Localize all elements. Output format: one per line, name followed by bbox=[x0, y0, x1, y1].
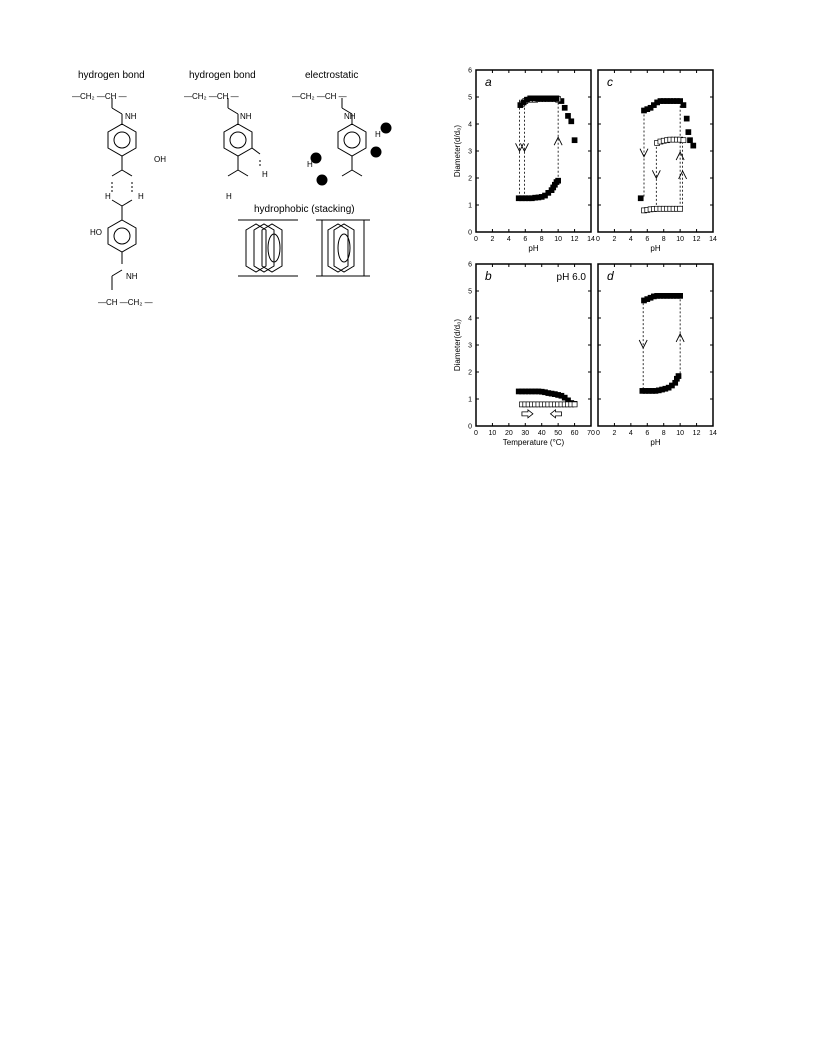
x-axis-label: pH bbox=[650, 438, 661, 447]
x-tick-label: 10 bbox=[488, 430, 497, 437]
x-tick-label: 0 bbox=[596, 430, 600, 437]
y-tick-label: 4 bbox=[468, 121, 472, 129]
panel-letter-b: b bbox=[485, 269, 492, 283]
data-point bbox=[681, 103, 686, 108]
y-axis-label: Diameter(d/d₀) bbox=[453, 124, 462, 178]
data-point bbox=[572, 138, 577, 143]
x-tick-label: 12 bbox=[692, 430, 701, 437]
y-tick-label: 4 bbox=[468, 315, 472, 323]
x-tick-label: 4 bbox=[628, 236, 633, 243]
chem-nh-3: NH bbox=[344, 112, 356, 121]
chem-h-5: H bbox=[375, 130, 381, 139]
data-point bbox=[678, 293, 683, 298]
x-tick-label: 10 bbox=[676, 236, 685, 243]
x-tick-label: 0 bbox=[596, 236, 600, 243]
chem-h-3: H bbox=[262, 170, 268, 179]
scheme-title-hydrophobic: hydrophobic (stacking) bbox=[254, 204, 355, 215]
x-tick-label: 60 bbox=[570, 430, 579, 437]
scheme-title-hbond-1: hydrogen bond bbox=[78, 70, 145, 81]
x-tick-label: 30 bbox=[521, 430, 530, 437]
data-point bbox=[562, 105, 567, 110]
chem-nh-2: NH bbox=[240, 112, 252, 121]
chem-h-4: H bbox=[226, 192, 232, 201]
y-axis-label: Diameter(d/d₀) bbox=[453, 318, 462, 372]
data-point bbox=[569, 119, 574, 124]
direction-arrow-right bbox=[551, 410, 562, 418]
x-tick-label: 6 bbox=[523, 236, 528, 243]
x-tick-label: 14 bbox=[587, 236, 595, 243]
x-axis-label: pH bbox=[650, 244, 661, 253]
data-point bbox=[684, 116, 689, 121]
y-tick-label: 6 bbox=[468, 67, 472, 75]
data-point bbox=[691, 143, 696, 148]
direction-arrow-left bbox=[522, 410, 533, 418]
x-tick-label: 0 bbox=[474, 236, 478, 243]
chem-nh-4: NH bbox=[126, 272, 138, 281]
x-tick-label: 2 bbox=[612, 430, 617, 437]
x-tick-label: 8 bbox=[661, 430, 666, 437]
x-tick-label: 12 bbox=[692, 236, 701, 243]
chem-chain-bottom: —CH —CH₂ — bbox=[98, 298, 153, 307]
x-tick-label: 8 bbox=[661, 236, 666, 243]
y-tick-label: 3 bbox=[468, 342, 472, 350]
chem-h-6: H bbox=[307, 160, 313, 169]
data-point bbox=[556, 178, 561, 183]
x-axis-label: Temperature (°C) bbox=[502, 438, 565, 447]
chem-nh-1: NH bbox=[125, 112, 137, 121]
chem-h-1: H bbox=[105, 192, 111, 201]
scheme-title-electrostatic: electrostatic bbox=[305, 70, 359, 81]
x-tick-label: 10 bbox=[676, 430, 685, 437]
data-point bbox=[676, 374, 681, 379]
x-tick-label: 12 bbox=[570, 236, 579, 243]
x-tick-label: 8 bbox=[539, 236, 544, 243]
data-point bbox=[681, 138, 686, 143]
data-point bbox=[678, 206, 683, 211]
x-tick-label: 6 bbox=[645, 236, 650, 243]
x-axis-label: pH bbox=[528, 244, 539, 253]
chem-oh: OH bbox=[154, 155, 166, 164]
data-point bbox=[566, 113, 571, 118]
x-tick-label: 14 bbox=[709, 236, 717, 243]
x-tick-label: 0 bbox=[474, 430, 478, 437]
y-tick-label: 2 bbox=[468, 369, 472, 377]
x-tick-label: 20 bbox=[504, 430, 513, 437]
x-tick-label: 4 bbox=[628, 430, 633, 437]
scheme-title-hbond-2: hydrogen bond bbox=[189, 70, 256, 81]
x-tick-label: 2 bbox=[490, 236, 495, 243]
x-tick-label: 70 bbox=[587, 430, 595, 437]
chem-ho: HO bbox=[90, 228, 102, 237]
data-point bbox=[554, 96, 559, 101]
x-tick-label: 10 bbox=[554, 236, 563, 243]
x-tick-label: 2 bbox=[612, 236, 617, 243]
panel-annotation: pH 6.0 bbox=[556, 272, 586, 283]
x-tick-label: 14 bbox=[709, 430, 717, 437]
y-tick-label: 0 bbox=[468, 423, 472, 431]
panel-letter-c: c bbox=[607, 75, 613, 89]
chart-frame-a bbox=[476, 70, 591, 232]
x-tick-label: 6 bbox=[645, 430, 650, 437]
y-tick-label: 2 bbox=[468, 175, 472, 183]
panel-letter-a: a bbox=[485, 75, 492, 89]
data-point bbox=[638, 196, 643, 201]
y-tick-label: 5 bbox=[468, 288, 472, 296]
x-tick-label: 4 bbox=[506, 236, 511, 243]
panel-letter-d: d bbox=[607, 269, 614, 283]
data-point bbox=[686, 130, 691, 135]
data-point bbox=[688, 138, 693, 143]
y-tick-label: 6 bbox=[468, 261, 472, 269]
y-tick-label: 1 bbox=[468, 202, 472, 210]
chem-chain-2: —CH₂ —CH — bbox=[184, 92, 239, 101]
y-tick-label: 1 bbox=[468, 396, 472, 404]
chem-chain-3: —CH₂ —CH — bbox=[292, 92, 347, 101]
y-tick-label: 5 bbox=[468, 94, 472, 102]
y-tick-label: 3 bbox=[468, 148, 472, 156]
data-point bbox=[572, 402, 577, 407]
x-tick-label: 40 bbox=[537, 430, 546, 437]
chem-chain-1: —CH₂ —CH — bbox=[72, 92, 127, 101]
x-tick-label: 50 bbox=[554, 430, 563, 437]
chart-frame-d bbox=[598, 264, 713, 426]
chem-h-2: H bbox=[138, 192, 144, 201]
y-tick-label: 0 bbox=[468, 229, 472, 237]
